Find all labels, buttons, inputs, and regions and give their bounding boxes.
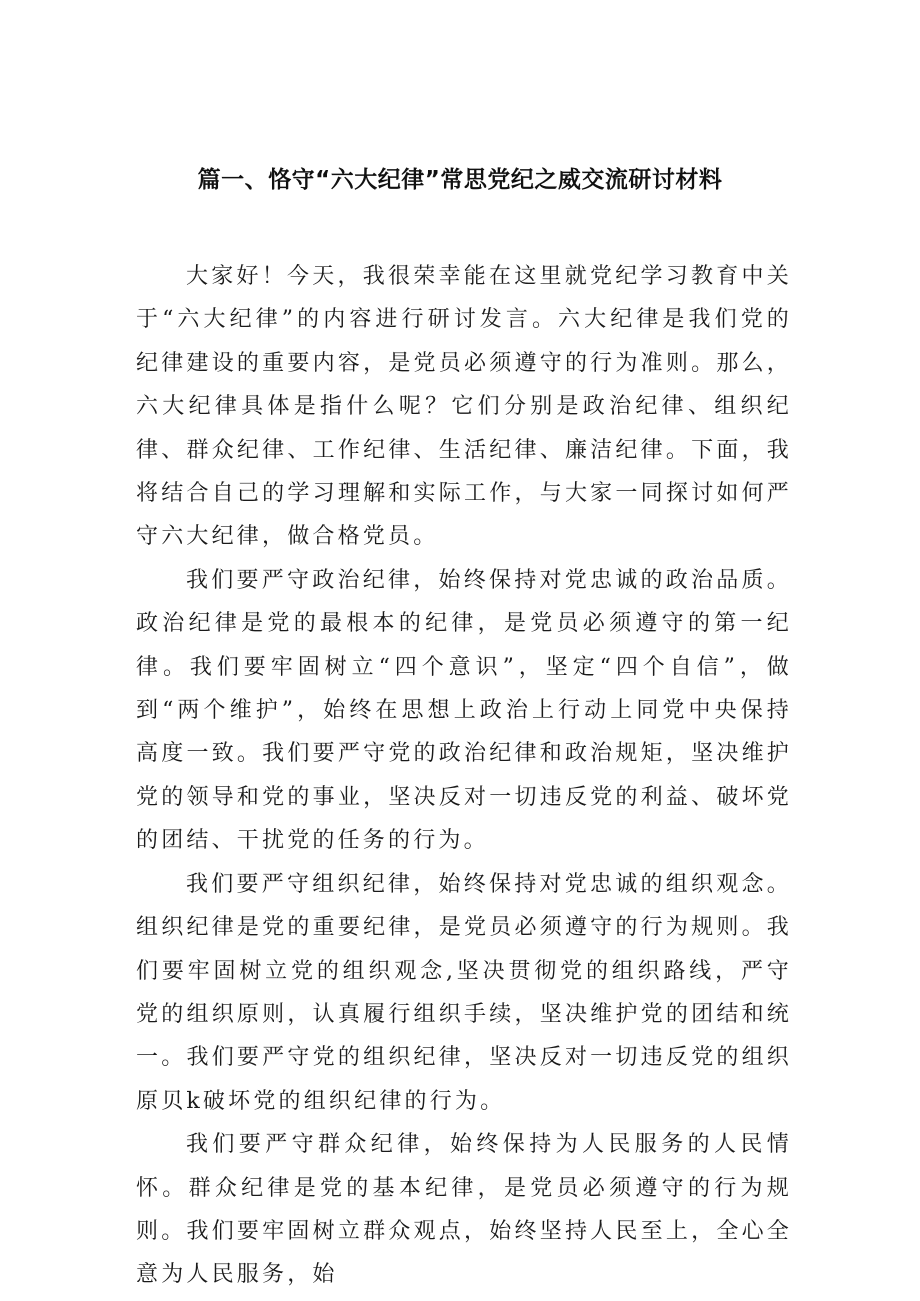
document-title: 篇一、恪守“六大纪律”常思党纪之威交流研讨材料 xyxy=(197,167,723,193)
document-body xyxy=(136,255,792,1297)
paragraph-organizational-discipline: 我们要严守组织纪律，始终保持对党忠诚的组织观念。组织纪律是党的重要纪律，是党员必须遵守的行为规则。我们要牢固树立党的组织观念,坚决贯彻党的组织路线，严守党的组织原则，认真履行组织手续，坚决维护党的团结和统一。我们要严守党的组织纪律，坚决反对一切违反党的组织原贝k破坏党的组织纪律的行为。 xyxy=(136,871,792,1114)
paragraph-mass-discipline: 我们要严守群众纪律，始终保持为人民服务的人民情怀。群众纪律是党的基本纪律，是党员必须遵守的行为规则。我们要牢固树立群众观点，始终坚持人民至上，全心全意为人民服务，始 xyxy=(136,1132,792,1288)
paragraph-intro: 大家好！今天，我很荣幸能在这里就党纪学习教育中关于“六大纪律”的内容进行研讨发言。六大纪律是我们党的纪律建设的重要内容，是党员必须遵守的行为准则。那么，六大纪律具体是指什么呢？它们分别是政治纪律、组织纪律、群众纪律、工作纪律、生活纪律、廉洁纪律。下面，我将结合自己的学习理解和实际工作，与大家一同探讨如何严守六大纪律，做合格党员。 xyxy=(136,264,792,550)
paragraph-political-discipline: 我们要严守政治纪律，始终保持对党忠诚的政治品质。政治纪律是党的最根本的纪律，是党员必须遵守的第一纪律。我们要牢固树立“四个意识”，坚定“四个自信”，做到“两个维护”，始终在思想上政治上行动上同党中央保持高度一致。我们要严守党的政治纪律和政治规矩，坚决维护党的领导和党的事业，坚决反对一切违反党的利益、破坏党的团结、干扰党的任务的行为。 xyxy=(136,567,792,854)
